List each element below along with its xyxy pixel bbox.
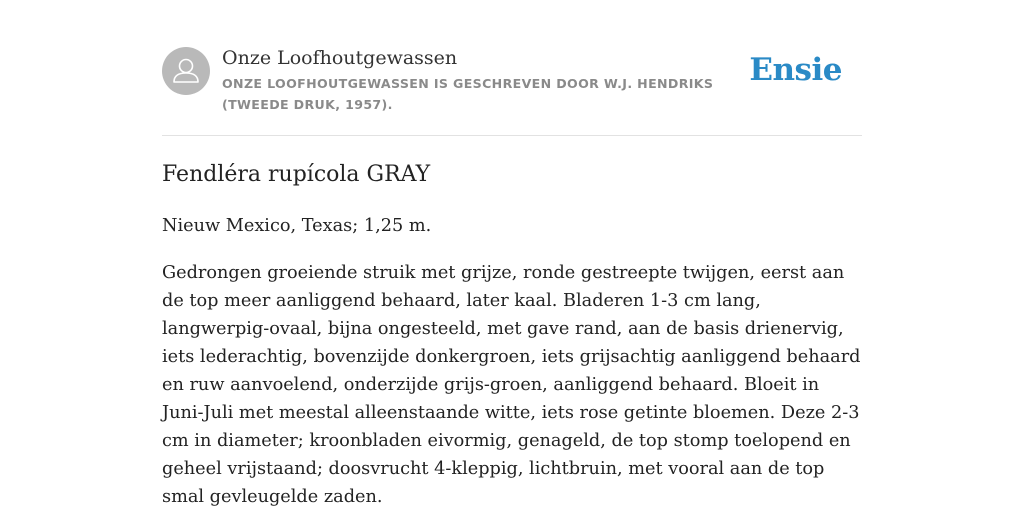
- entry-paragraph: Nieuw Mexico, Texas; 1,25 m.: [162, 216, 432, 236]
- source-avatar[interactable]: [162, 47, 210, 95]
- source-title[interactable]: Onze Loofhoutgewassen: [222, 47, 458, 69]
- entry-paragraph: Gedrongen groeiende struik met grijze, ronde gestreepte twijgen, eerst aan de top meer aanliggend behaard, later kaal. Bladeren 1-3 cm lang, langwerpig-ovaal, bijna ongesteeld, met gave rand, aan de basis drienervig, iets lederachtig, bovenzijde donkergroen, iets grijsachtig aanliggend behaard en ruw aanvoelend, onderzijde grijs-groen, aanliggend behaard. Bloeit in Juni-Juli met meestal alleenstaande witte, iets rose getinte bloemen. Deze 2-3 cm in diameter; kroonbladen eivormig, genageld, de top stomp toelopend en geheel vrijstaand; doosvrucht 4-kleppig, lichtbruin, met vooral aan de top smal gevleugelde zaden.: [162, 263, 861, 507]
- user-silhouette-icon: [162, 47, 210, 95]
- header-divider: [162, 135, 862, 136]
- source-description: ONZE LOOFHOUTGEWASSEN IS GESCHREVEN DOOR W.J. HENDRIKS (TWEEDE DRUK, 1957).: [222, 76, 714, 112]
- source-header: [162, 46, 862, 118]
- ensie-logo[interactable]: Ensie: [749, 52, 842, 88]
- entry-title: Fendléra rupícola GRAY: [162, 162, 431, 187]
